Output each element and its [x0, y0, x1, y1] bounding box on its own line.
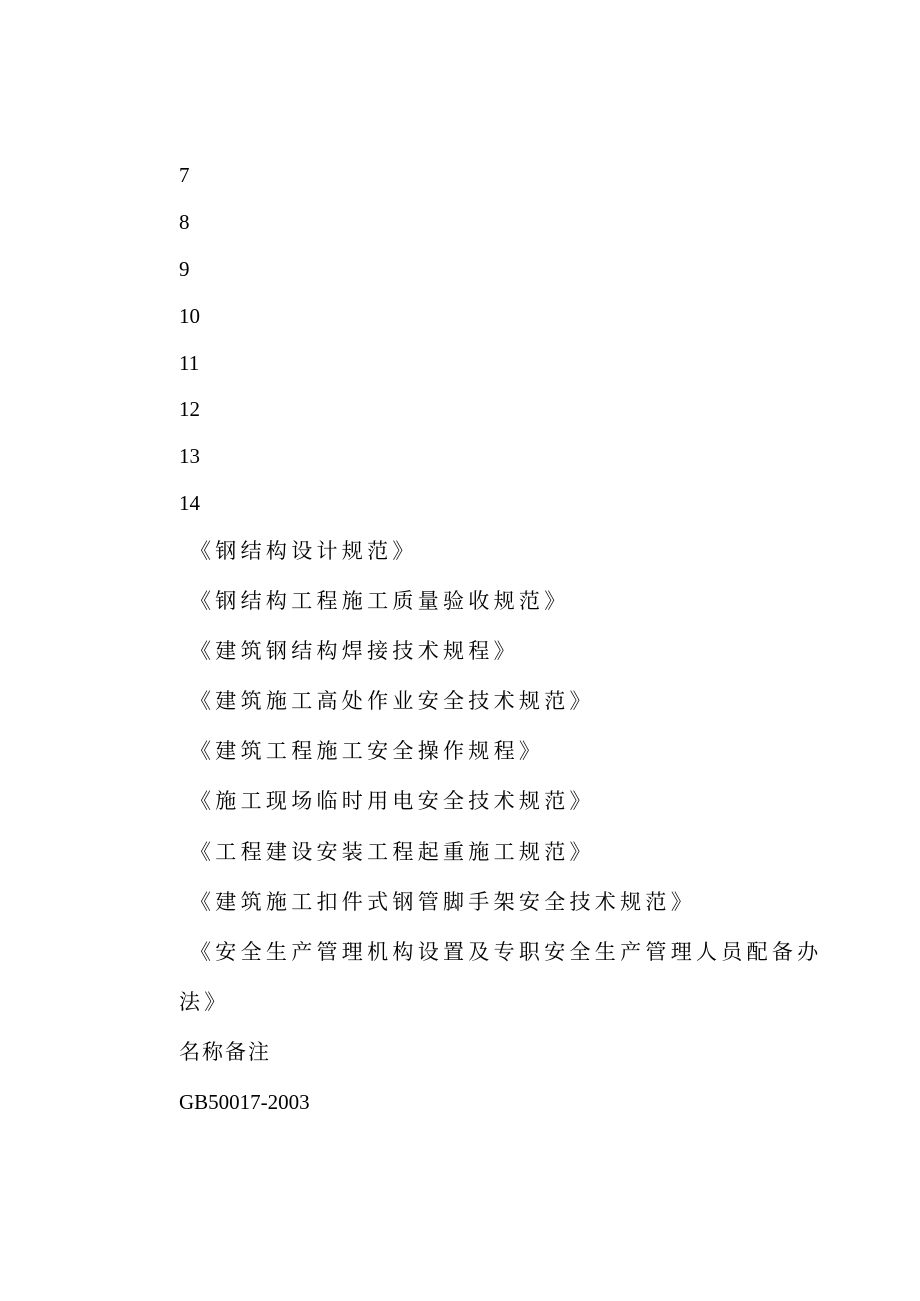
standard-title: 《施工现场临时用电安全技术规范》	[190, 789, 595, 813]
list-number: 10	[179, 304, 200, 328]
standard-title: 《钢结构工程施工质量验收规范》	[190, 589, 570, 613]
standard-title: 《建筑工程施工安全操作规程》	[190, 739, 545, 763]
standard-title: 《工程建设安装工程起重施工规范》	[190, 840, 595, 864]
table-header-line: 名称备注	[179, 1040, 271, 1064]
list-number: 14	[179, 491, 200, 515]
standard-title: 《建筑钢结构焊接技术规程》	[190, 639, 519, 663]
standard-title: 《安全生产管理机构设置及专职安全生产管理人员配备办	[190, 940, 823, 964]
list-number: 11	[179, 351, 200, 375]
list-number: 9	[179, 257, 190, 281]
standard-title: 《建筑施工高处作业安全技术规范》	[190, 689, 595, 713]
list-number: 7	[179, 163, 190, 187]
list-number: 13	[179, 444, 200, 468]
list-number: 12	[179, 397, 200, 421]
standard-title: 《建筑施工扣件式钢管脚手架安全技术规范》	[190, 890, 696, 914]
list-number: 8	[179, 210, 190, 234]
standard-title: 《钢结构设计规范》	[190, 539, 418, 563]
standard-code: GB50017-2003	[179, 1090, 310, 1114]
standard-title-continuation: 法》	[179, 990, 230, 1014]
